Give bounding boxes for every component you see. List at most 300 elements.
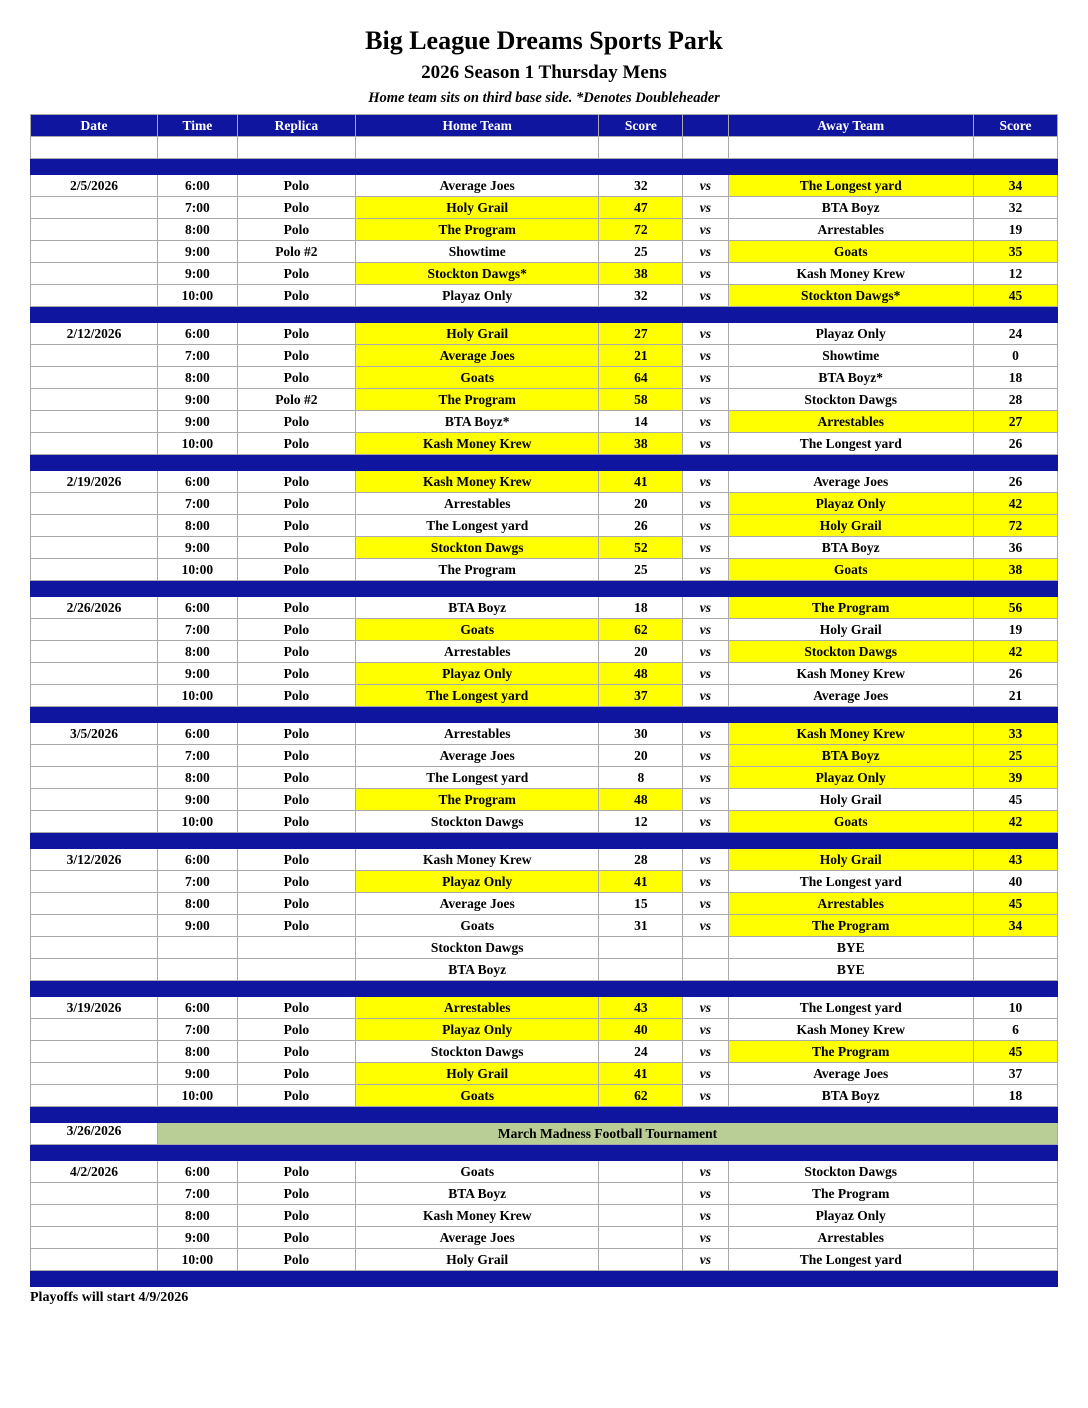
table-body: [31, 137, 1058, 1287]
cell-vs: vs: [683, 597, 728, 619]
table-row: [31, 537, 1058, 559]
cell-vs: vs: [683, 619, 728, 641]
cell-away-team: BYE: [728, 937, 973, 959]
cell-away-score: [973, 1161, 1057, 1183]
cell-replica: Polo: [237, 263, 355, 285]
section-divider-cell: [31, 1145, 1058, 1161]
cell-home-score: [599, 1183, 683, 1205]
cell-time: 8:00: [158, 1205, 238, 1227]
cell-date: [31, 493, 158, 515]
table-row: [31, 685, 1058, 707]
cell-replica: Polo #2: [237, 241, 355, 263]
cell-time: [158, 959, 238, 981]
cell-date: [31, 367, 158, 389]
cell-away-score: 27: [973, 411, 1057, 433]
cell-time: 8:00: [158, 893, 238, 915]
tournament-banner: March Madness Football Tournament: [158, 1123, 1058, 1145]
cell-vs: [683, 959, 728, 981]
cell-away-score: 40: [973, 871, 1057, 893]
cell-away-score: 19: [973, 219, 1057, 241]
cell-home-team: The Longest yard: [356, 767, 599, 789]
cell-away-team: The Program: [728, 597, 973, 619]
cell-home-score: 31: [599, 915, 683, 937]
cell-home-team: Kash Money Krew: [356, 849, 599, 871]
cell-away-team: Playaz Only: [728, 767, 973, 789]
section-divider-cell: [31, 707, 1058, 723]
table-row: [31, 641, 1058, 663]
cell-vs: vs: [683, 537, 728, 559]
cell-away-score: 35: [973, 241, 1057, 263]
cell-vs: vs: [683, 685, 728, 707]
cell-home-team: Holy Grail: [356, 323, 599, 345]
section-divider: [31, 833, 1058, 849]
cell-time: [158, 937, 238, 959]
cell-away-score: 36: [973, 537, 1057, 559]
cell-vs: vs: [683, 471, 728, 493]
cell-vs: vs: [683, 915, 728, 937]
table-row: [31, 811, 1058, 833]
cell-away-team: Holy Grail: [728, 789, 973, 811]
cell-home-team: BTA Boyz: [356, 1183, 599, 1205]
cell-replica: Polo: [237, 871, 355, 893]
cell-date: [31, 685, 158, 707]
cell-home-team: Stockton Dawgs: [356, 537, 599, 559]
cell-home-team: Goats: [356, 367, 599, 389]
cell-vs: vs: [683, 1227, 728, 1249]
cell-time: 7:00: [158, 197, 238, 219]
cell-away-score: 18: [973, 367, 1057, 389]
table-row: [31, 1041, 1058, 1063]
table-header: [31, 115, 1058, 137]
section-divider: [31, 981, 1058, 997]
cell-home-team: Playaz Only: [356, 663, 599, 685]
cell-time: 9:00: [158, 663, 238, 685]
cell-vs: vs: [683, 1183, 728, 1205]
cell-time: 9:00: [158, 389, 238, 411]
column-header-time: Time: [158, 115, 238, 137]
cell-replica: Polo: [237, 493, 355, 515]
cell-away-score: 56: [973, 597, 1057, 619]
spacer-cell: [237, 137, 355, 159]
table-row: [31, 849, 1058, 871]
column-header-away-score: Score: [973, 115, 1057, 137]
cell-vs: vs: [683, 559, 728, 581]
table-row: [31, 789, 1058, 811]
table-row: [31, 663, 1058, 685]
cell-away-score: 21: [973, 685, 1057, 707]
column-header-home-team: Home Team: [356, 115, 599, 137]
cell-home-team: Goats: [356, 915, 599, 937]
cell-date: 2/12/2026: [31, 323, 158, 345]
cell-away-score: 0: [973, 345, 1057, 367]
cell-time: 10:00: [158, 433, 238, 455]
cell-home-team: Average Joes: [356, 345, 599, 367]
cell-home-score: 47: [599, 197, 683, 219]
section-divider-cell: [31, 307, 1058, 323]
cell-home-score: 8: [599, 767, 683, 789]
cell-replica: Polo: [237, 1183, 355, 1205]
cell-home-team: Average Joes: [356, 1227, 599, 1249]
cell-time: 10:00: [158, 1085, 238, 1107]
cell-date: [31, 1249, 158, 1271]
cell-replica: Polo: [237, 175, 355, 197]
cell-home-score: 12: [599, 811, 683, 833]
table-row: [31, 959, 1058, 981]
table-row: [31, 219, 1058, 241]
cell-away-score: 45: [973, 789, 1057, 811]
cell-date: [31, 411, 158, 433]
cell-home-score: [599, 1249, 683, 1271]
cell-home-score: [599, 937, 683, 959]
cell-away-team: BTA Boyz: [728, 745, 973, 767]
table-row: [31, 597, 1058, 619]
cell-vs: vs: [683, 1085, 728, 1107]
cell-date: [31, 767, 158, 789]
cell-date: 3/5/2026: [31, 723, 158, 745]
cell-home-score: 38: [599, 433, 683, 455]
cell-replica: Polo: [237, 411, 355, 433]
cell-date: [31, 345, 158, 367]
cell-home-team: The Program: [356, 219, 599, 241]
section-divider-cell: [31, 833, 1058, 849]
cell-home-score: 30: [599, 723, 683, 745]
cell-time: 10:00: [158, 811, 238, 833]
cell-time: 6:00: [158, 323, 238, 345]
cell-home-score: 18: [599, 597, 683, 619]
table-row: [31, 515, 1058, 537]
table-row: [31, 745, 1058, 767]
table-row: [31, 323, 1058, 345]
cell-replica: [237, 959, 355, 981]
cell-replica: Polo: [237, 597, 355, 619]
section-divider: [31, 1271, 1058, 1287]
cell-vs: vs: [683, 285, 728, 307]
cell-date: [31, 937, 158, 959]
cell-away-team: BYE: [728, 959, 973, 981]
cell-away-team: Arrestables: [728, 1227, 973, 1249]
cell-date: [31, 241, 158, 263]
cell-date: 2/5/2026: [31, 175, 158, 197]
cell-home-team: Holy Grail: [356, 197, 599, 219]
section-divider-cell: [31, 1107, 1058, 1123]
cell-away-score: 37: [973, 1063, 1057, 1085]
table-row: [31, 559, 1058, 581]
cell-time: 7:00: [158, 493, 238, 515]
cell-home-team: Holy Grail: [356, 1249, 599, 1271]
table-row: [31, 241, 1058, 263]
cell-date: 4/2/2026: [31, 1161, 158, 1183]
cell-away-team: Stockton Dawgs: [728, 1161, 973, 1183]
cell-time: 8:00: [158, 219, 238, 241]
cell-away-team: BTA Boyz: [728, 537, 973, 559]
cell-home-team: Goats: [356, 1161, 599, 1183]
cell-vs: vs: [683, 219, 728, 241]
cell-vs: vs: [683, 345, 728, 367]
cell-away-score: 34: [973, 915, 1057, 937]
cell-time: 9:00: [158, 263, 238, 285]
cell-away-score: 25: [973, 745, 1057, 767]
cell-date: [31, 219, 158, 241]
cell-replica: Polo: [237, 1019, 355, 1041]
cell-vs: vs: [683, 811, 728, 833]
table-row: [31, 871, 1058, 893]
cell-time: 6:00: [158, 723, 238, 745]
section-divider-cell: [31, 455, 1058, 471]
cell-vs: vs: [683, 849, 728, 871]
cell-replica: Polo: [237, 1161, 355, 1183]
cell-time: 6:00: [158, 1161, 238, 1183]
column-header-replica: Replica: [237, 115, 355, 137]
cell-vs: vs: [683, 263, 728, 285]
cell-home-score: 58: [599, 389, 683, 411]
cell-date: [31, 789, 158, 811]
cell-away-team: BTA Boyz*: [728, 367, 973, 389]
table-row: [31, 1249, 1058, 1271]
cell-date: [31, 1019, 158, 1041]
cell-replica: Polo: [237, 997, 355, 1019]
cell-away-team: Average Joes: [728, 471, 973, 493]
cell-time: 7:00: [158, 345, 238, 367]
cell-away-team: The Longest yard: [728, 871, 973, 893]
cell-date: [31, 871, 158, 893]
cell-vs: vs: [683, 241, 728, 263]
spacer-cell: [356, 137, 599, 159]
cell-away-team: The Longest yard: [728, 1249, 973, 1271]
cell-home-score: 26: [599, 515, 683, 537]
cell-date: [31, 389, 158, 411]
cell-away-score: 42: [973, 811, 1057, 833]
cell-vs: vs: [683, 871, 728, 893]
section-divider-cell: [31, 981, 1058, 997]
table-row: [31, 937, 1058, 959]
cell-home-score: 32: [599, 175, 683, 197]
cell-home-team: The Longest yard: [356, 685, 599, 707]
spacer-cell: [599, 137, 683, 159]
cell-away-score: 33: [973, 723, 1057, 745]
spacer-cell: [31, 137, 158, 159]
cell-home-score: 48: [599, 789, 683, 811]
cell-home-team: Goats: [356, 619, 599, 641]
cell-time: 7:00: [158, 1183, 238, 1205]
table-row: [31, 1063, 1058, 1085]
tournament-date: 3/26/2026: [31, 1123, 158, 1145]
spacer-cell: [728, 137, 973, 159]
cell-replica: Polo: [237, 893, 355, 915]
cell-replica: Polo: [237, 1063, 355, 1085]
cell-away-team: Showtime: [728, 345, 973, 367]
table-row: [31, 1019, 1058, 1041]
cell-home-score: 62: [599, 619, 683, 641]
cell-home-team: Average Joes: [356, 893, 599, 915]
cell-away-score: [973, 1249, 1057, 1271]
cell-home-team: Arrestables: [356, 723, 599, 745]
cell-away-team: Kash Money Krew: [728, 1019, 973, 1041]
cell-home-score: 24: [599, 1041, 683, 1063]
cell-away-team: The Program: [728, 1041, 973, 1063]
cell-home-team: BTA Boyz*: [356, 411, 599, 433]
cell-away-score: [973, 1205, 1057, 1227]
cell-away-team: Playaz Only: [728, 1205, 973, 1227]
cell-time: 6:00: [158, 849, 238, 871]
cell-date: [31, 1205, 158, 1227]
cell-vs: vs: [683, 389, 728, 411]
table-row: [31, 723, 1058, 745]
cell-date: [31, 1227, 158, 1249]
cell-away-team: Average Joes: [728, 685, 973, 707]
table-row: [31, 767, 1058, 789]
cell-vs: vs: [683, 723, 728, 745]
cell-replica: Polo: [237, 433, 355, 455]
column-header-date: Date: [31, 115, 158, 137]
cell-home-team: BTA Boyz: [356, 597, 599, 619]
column-header-vs: [683, 115, 728, 137]
cell-vs: vs: [683, 1019, 728, 1041]
cell-away-team: Playaz Only: [728, 493, 973, 515]
cell-away-team: Kash Money Krew: [728, 663, 973, 685]
cell-away-score: 32: [973, 197, 1057, 219]
section-divider: [31, 455, 1058, 471]
table-row: [31, 493, 1058, 515]
cell-time: 9:00: [158, 241, 238, 263]
cell-date: [31, 559, 158, 581]
cell-away-team: Arrestables: [728, 219, 973, 241]
cell-vs: vs: [683, 1205, 728, 1227]
cell-date: [31, 537, 158, 559]
table-row: [31, 619, 1058, 641]
table-row: [31, 1227, 1058, 1249]
cell-vs: vs: [683, 1041, 728, 1063]
cell-replica: Polo: [237, 559, 355, 581]
cell-replica: Polo: [237, 641, 355, 663]
cell-time: 9:00: [158, 537, 238, 559]
cell-replica: Polo: [237, 1205, 355, 1227]
cell-vs: vs: [683, 663, 728, 685]
cell-replica: Polo: [237, 811, 355, 833]
cell-time: 10:00: [158, 1249, 238, 1271]
cell-date: 3/12/2026: [31, 849, 158, 871]
cell-away-score: 6: [973, 1019, 1057, 1041]
cell-replica: Polo: [237, 285, 355, 307]
cell-replica: Polo: [237, 345, 355, 367]
cell-away-score: 43: [973, 849, 1057, 871]
cell-replica: Polo: [237, 1041, 355, 1063]
cell-away-team: Kash Money Krew: [728, 723, 973, 745]
cell-replica: Polo: [237, 767, 355, 789]
cell-away-team: The Program: [728, 915, 973, 937]
cell-home-team: Holy Grail: [356, 1063, 599, 1085]
cell-away-score: 24: [973, 323, 1057, 345]
cell-date: [31, 433, 158, 455]
cell-time: 10:00: [158, 685, 238, 707]
cell-home-team: Arrestables: [356, 493, 599, 515]
cell-home-score: 25: [599, 559, 683, 581]
cell-home-score: 41: [599, 1063, 683, 1085]
page-title: Big League Dreams Sports Park: [365, 26, 723, 55]
cell-time: 9:00: [158, 1227, 238, 1249]
cell-home-score: [599, 959, 683, 981]
cell-away-team: Kash Money Krew: [728, 263, 973, 285]
cell-home-team: The Longest yard: [356, 515, 599, 537]
cell-away-team: Goats: [728, 559, 973, 581]
cell-replica: Polo: [237, 723, 355, 745]
cell-date: [31, 641, 158, 663]
cell-replica: Polo: [237, 197, 355, 219]
cell-time: 8:00: [158, 1041, 238, 1063]
table-row: [31, 1205, 1058, 1227]
table-row: [31, 197, 1058, 219]
cell-time: 7:00: [158, 871, 238, 893]
cell-vs: vs: [683, 1249, 728, 1271]
cell-away-team: Stockton Dawgs: [728, 389, 973, 411]
cell-replica: Polo #2: [237, 389, 355, 411]
cell-home-score: 25: [599, 241, 683, 263]
cell-replica: [237, 937, 355, 959]
cell-vs: vs: [683, 767, 728, 789]
cell-home-score: 37: [599, 685, 683, 707]
cell-away-team: BTA Boyz: [728, 197, 973, 219]
cell-away-team: BTA Boyz: [728, 1085, 973, 1107]
cell-home-team: Kash Money Krew: [356, 433, 599, 455]
cell-away-team: Arrestables: [728, 411, 973, 433]
cell-home-score: 64: [599, 367, 683, 389]
cell-vs: vs: [683, 411, 728, 433]
cell-home-team: Average Joes: [356, 175, 599, 197]
cell-date: [31, 915, 158, 937]
cell-away-score: [973, 937, 1057, 959]
cell-home-score: 40: [599, 1019, 683, 1041]
cell-vs: vs: [683, 493, 728, 515]
cell-home-score: 62: [599, 1085, 683, 1107]
cell-home-score: 27: [599, 323, 683, 345]
table-row: [31, 175, 1058, 197]
cell-home-team: The Program: [356, 389, 599, 411]
cell-home-score: 28: [599, 849, 683, 871]
cell-home-score: 21: [599, 345, 683, 367]
page-note: Home team sits on third base side. *Denotes Doubleheader: [368, 90, 720, 106]
cell-date: [31, 1041, 158, 1063]
table-row: [31, 1085, 1058, 1107]
cell-date: [31, 285, 158, 307]
cell-vs: [683, 937, 728, 959]
cell-date: [31, 1183, 158, 1205]
cell-away-score: 72: [973, 515, 1057, 537]
section-divider: [31, 1107, 1058, 1123]
cell-replica: Polo: [237, 915, 355, 937]
cell-home-team: Stockton Dawgs*: [356, 263, 599, 285]
cell-time: 6:00: [158, 597, 238, 619]
cell-away-team: Goats: [728, 811, 973, 833]
cell-vs: vs: [683, 197, 728, 219]
table-row: [31, 471, 1058, 493]
cell-replica: Polo: [237, 685, 355, 707]
cell-home-team: Arrestables: [356, 997, 599, 1019]
cell-replica: Polo: [237, 323, 355, 345]
cell-date: [31, 263, 158, 285]
cell-home-team: Average Joes: [356, 745, 599, 767]
cell-home-score: 48: [599, 663, 683, 685]
cell-away-score: 39: [973, 767, 1057, 789]
cell-away-score: 12: [973, 263, 1057, 285]
cell-replica: Polo: [237, 219, 355, 241]
cell-time: 10:00: [158, 285, 238, 307]
cell-home-score: [599, 1161, 683, 1183]
cell-away-team: Holy Grail: [728, 849, 973, 871]
cell-away-team: The Longest yard: [728, 997, 973, 1019]
tournament-banner-row: [31, 1123, 1058, 1145]
cell-replica: Polo: [237, 1227, 355, 1249]
cell-time: 9:00: [158, 1063, 238, 1085]
cell-home-score: 15: [599, 893, 683, 915]
